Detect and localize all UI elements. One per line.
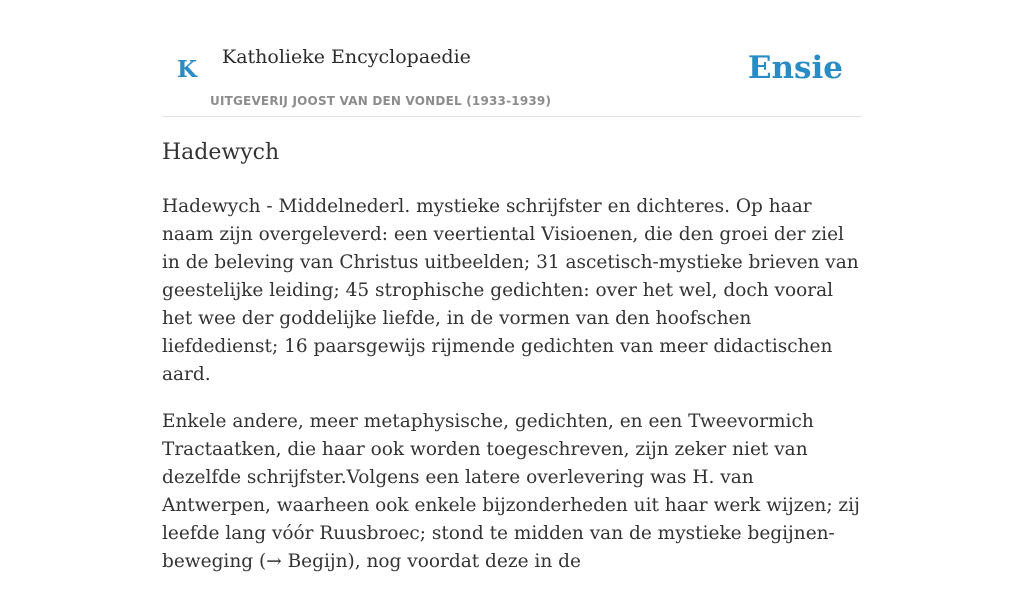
publisher-subtitle: UITGEVERIJ JOOST VAN DEN VONDEL (1933-1939) [210, 94, 552, 108]
site-header [162, 0, 862, 117]
article-paragraph-2: Enkele andere, meer metaphysische, gedichten, en een Tweevormich Tractaatken, die haar ook worden toegeschreven, zijn zeker niet van dezelfde schrijfster.Volgens een latere overlevering was H. van Antwerpen, waarheen ook enkele bijzonderheden uit haar werk wijzen; zij leefde lang vóór Ruusbroec; stond te midden van de mystieke begijnen-beweging (→ Begijn), nog voordat deze in de [162, 411, 860, 572]
article-paragraph-1: Hadewych - Middelnederl. mystieke schrijfster en dichteres. Op haar naam zijn overgeleverd: een veertiental Visioenen, die den groei der ziel in de beleving van Christus uitbeelden; 31 ascetisch-mystieke brieven van geestelijke leiding; 45 strophische gedichten: over het wel, doch vooral het wee der goddelijke liefde, in de vormen van den hoofschen liefdedienst; 16 paarsgewijs rijmende gedichten van meer didactischen aard. [162, 196, 859, 385]
logo-k[interactable]: K [177, 56, 197, 83]
article-body [162, 193, 862, 595]
site-title[interactable]: Katholieke Encyclopaedie [222, 46, 471, 68]
article-title: Hadewych [162, 140, 280, 165]
ensie-logo[interactable]: Ensie [747, 50, 843, 86]
page [162, 0, 862, 572]
